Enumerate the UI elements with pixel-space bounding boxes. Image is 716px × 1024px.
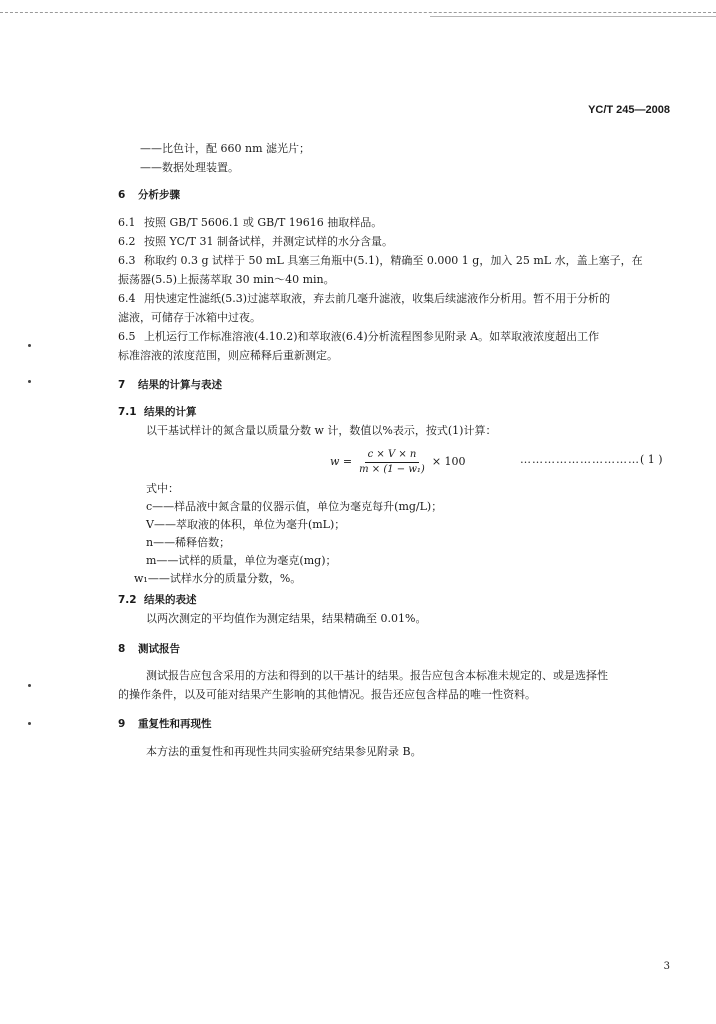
clause-text: 上机运行工作标准溶液(4.10.2)和萃取液(6.4)分析流程图参见附录 A。如萃取液浓度超出工作 bbox=[144, 330, 600, 343]
clause-number: 6.3 bbox=[118, 254, 136, 267]
equation-label: ( 1 ) bbox=[640, 453, 663, 466]
scan-speck bbox=[28, 380, 31, 383]
repeatability-text: 本方法的重复性和再现性共同实验研究结果参见附录 B。 bbox=[146, 745, 422, 758]
scan-speck bbox=[28, 722, 31, 725]
clause-6-4 bbox=[118, 292, 674, 307]
formula-multiplier: × 100 bbox=[431, 454, 466, 468]
leader-dots: ………………………… bbox=[520, 453, 640, 466]
scan-border-line bbox=[0, 12, 716, 13]
formula-numerator: c × V × n bbox=[365, 448, 420, 463]
variable-def-m: m——试样的质量，单位为毫克(mg)； bbox=[146, 554, 337, 567]
clause-6-1 bbox=[118, 216, 674, 231]
clause-6-3 bbox=[118, 254, 674, 269]
section-title: 重复性和再现性 bbox=[138, 718, 212, 730]
clause-6-5 bbox=[118, 330, 674, 345]
section-title: 分析步骤 bbox=[138, 189, 180, 201]
clause-number: 7.2 bbox=[118, 594, 137, 606]
variable-def-n: n——稀释倍数； bbox=[146, 536, 231, 549]
formula-fraction bbox=[356, 448, 428, 476]
clause-number: 6.2 bbox=[118, 235, 136, 248]
subsection-title: 结果的表述 bbox=[144, 594, 197, 606]
section-heading-7 bbox=[118, 378, 674, 392]
section-title: 测试报告 bbox=[138, 643, 180, 655]
result-expression-text: 以两次测定的平均值作为测定结果，结果精确至 0.01%。 bbox=[146, 612, 427, 625]
scan-border-line bbox=[430, 16, 716, 17]
subsection-heading-7-2 bbox=[118, 593, 674, 607]
equipment-item: ——数据处理装置。 bbox=[140, 161, 239, 174]
section-heading-8 bbox=[118, 642, 674, 656]
page-number: 3 bbox=[663, 961, 670, 972]
clause-number: 6.4 bbox=[118, 292, 136, 305]
where-label: 式中： bbox=[146, 482, 179, 495]
clause-text: 按照 GB/T 5606.1 或 GB/T 19616 抽取样品。 bbox=[144, 216, 383, 229]
variable-def-w1: w₁——试样水分的质量分数，%。 bbox=[134, 572, 302, 585]
clause-text: 按照 YC/T 31 制备试样，并测定试样的水分含量。 bbox=[144, 235, 394, 248]
section-title: 结果的计算与表述 bbox=[138, 379, 222, 391]
formula-denominator: m × (1 − w₁) bbox=[359, 463, 425, 475]
clause-6-5-cont: 标准溶液的浓度范围，则应稀释后重新测定。 bbox=[118, 349, 338, 362]
clause-6-2 bbox=[118, 235, 674, 250]
equipment-item: ——比色计，配 660 nm 滤光片； bbox=[140, 142, 310, 155]
clause-number: 6.1 bbox=[118, 216, 136, 229]
section-heading-6 bbox=[118, 188, 674, 202]
section-number: 8 bbox=[118, 643, 126, 655]
clause-number: 7.1 bbox=[118, 406, 137, 418]
subsection-heading-7-1 bbox=[118, 405, 674, 419]
variable-def-V: V——萃取液的体积，单位为毫升(mL)； bbox=[146, 518, 346, 531]
scan-speck bbox=[28, 344, 31, 347]
section-number: 6 bbox=[118, 189, 126, 201]
clause-6-3-cont: 振荡器(5.5)上振荡萃取 30 min～40 min。 bbox=[118, 273, 335, 286]
section-heading-9 bbox=[118, 717, 674, 731]
calc-intro: 以干基试样计的氮含量以质量分数 w 计，数值以%表示，按式(1)计算： bbox=[146, 424, 497, 437]
formula-1 bbox=[330, 448, 466, 476]
variable-def-c: c——样品液中氮含量的仪器示值，单位为毫克每升(mg/L)； bbox=[146, 500, 443, 513]
clause-text: 称取约 0.3 g 试样于 50 mL 具塞三角瓶中(5.1)，精确至 0.000 1 g，加入 25 mL 水，盖上塞子，在 bbox=[144, 254, 643, 267]
subsection-title: 结果的计算 bbox=[144, 406, 197, 418]
section-number: 7 bbox=[118, 379, 126, 391]
report-text-line: 测试报告应包含采用的方法和得到的以干基计的结果。报告应包含本标准未规定的、或是选择性 bbox=[146, 669, 608, 682]
clause-number: 6.5 bbox=[118, 330, 136, 343]
standard-code: YC/T 245—2008 bbox=[588, 104, 670, 116]
report-text-line: 的操作条件，以及可能对结果产生影响的其他情况。报告还应包含样品的唯一性资料。 bbox=[118, 688, 536, 701]
clause-text: 用快速定性滤纸(5.3)过滤萃取液，弃去前几毫升滤液，收集后续滤液作分析用。暂不用于分析的 bbox=[144, 292, 611, 305]
clause-6-4-cont: 滤液，可储存于冰箱中过夜。 bbox=[118, 311, 261, 324]
formula-lhs: w = bbox=[330, 454, 353, 468]
scan-speck bbox=[28, 684, 31, 687]
equation-number bbox=[520, 453, 672, 468]
section-number: 9 bbox=[118, 718, 126, 730]
